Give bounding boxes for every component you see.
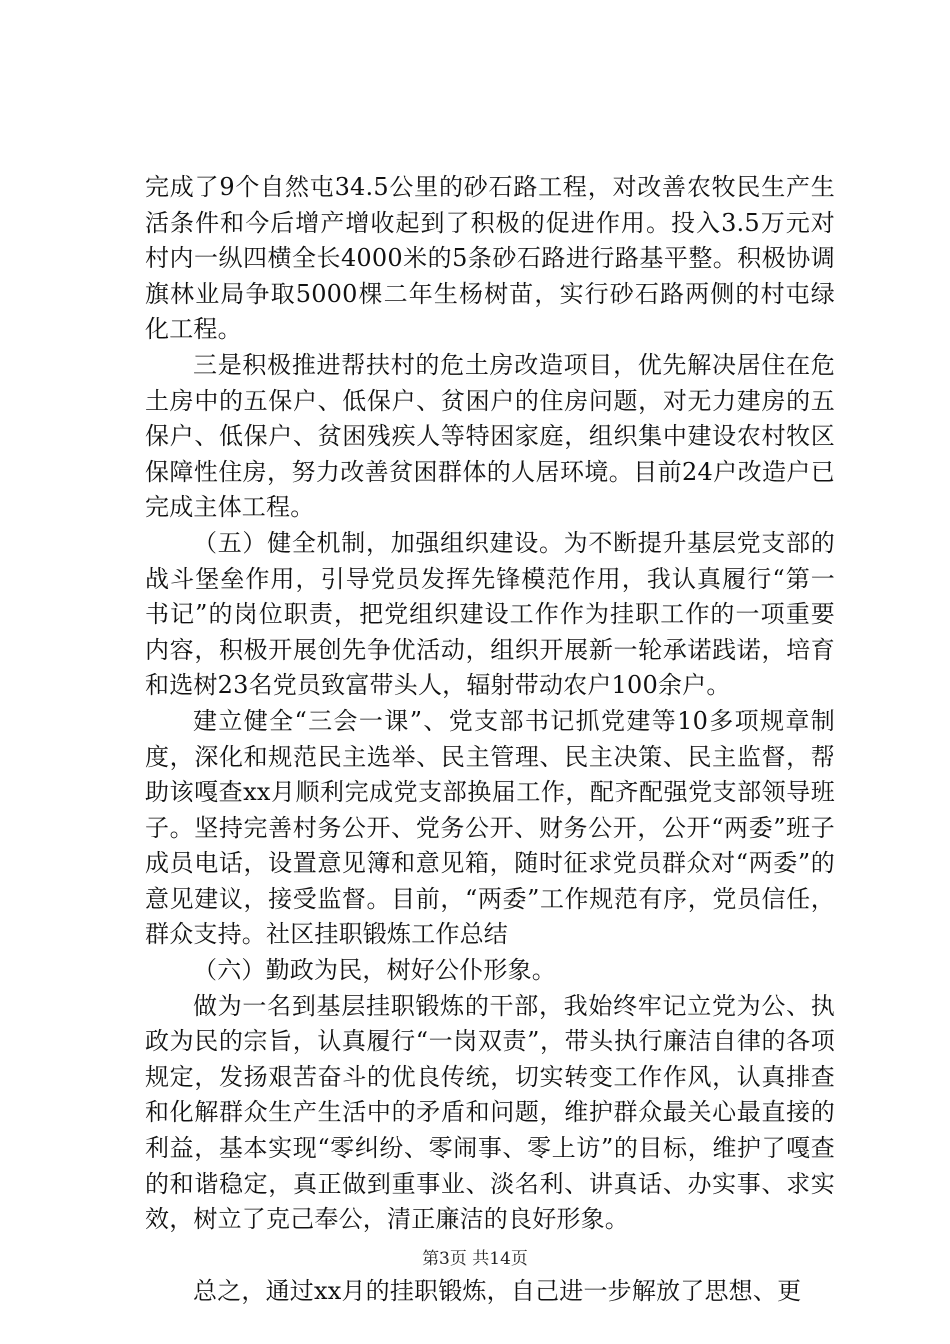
paragraph-rules-system: 建立健全“三会一课”、党支部书记抓党建等10多项规章制度，深化和规范民主选举、民主管理、民主决策、民主监督，帮助该嘎查xx月顺利完成党支部换届工作，配齐配强党支部领导班子。坚持完善村务公开、党务公开、财务公开，公开“两委”班子成员电话，设置意见簿和意见箱，随时征求党员群众对“两委”的意见建议，接受监督。目前，“两委”工作规范有序，党员信任，群众支持。社区挂职锻炼工作总结 [145, 706, 835, 949]
paragraph-conclusion: 总之，通过xx月的挂职锻炼，自己进一步解放了思想、更 [193, 1276, 802, 1305]
document-body [145, 170, 835, 1309]
paragraph-road-project: 完成了9个自然屯34.5公里的砂石路工程，对改善农牧民生产生活条件和今后增产增收起到了积极的促进作用。投入3.5万元对村内一纵四横全长4000米的5条砂石路进行路基平整。积极协调旗林业局争取5000棵二年生杨树苗，实行砂石路两侧的村屯绿化工程。 [145, 173, 835, 344]
paragraph-section-six-heading: （六）勤政为民，树好公仆形象。 [193, 956, 556, 985]
page-footer [0, 1244, 950, 1269]
paragraph-housing-renovation: 三是积极推进帮扶村的危土房改造项目，优先解决居住在危土房中的五保户、低保户、贫困户的住房问题，对无力建房的五保户、低保户、贫困残疾人等特困家庭，组织集中建设农村牧区保障性住房，努力改善贫困群体的人居环境。目前24户改造户已完成主体工程。 [145, 350, 835, 522]
paragraph-organization-building: （五）健全机制，加强组织建设。为不断提升基层党支部的战斗堡垒作用，引导党员发挥先锋模范作用，我认真履行“第一书记”的岗位职责，把党组织建设工作作为挂职工作的一项重要内容，积极开展创先争优活动，组织开展新一轮承诺践诺，培育和选树23名党员致富带头人，辐射带动农户100余户。 [145, 528, 835, 700]
page-number: 第3页 共14页 [422, 1249, 528, 1269]
paragraph-diligent-governance: 做为一名到基层挂职锻炼的干部，我始终牢记立党为公、执政为民的宗旨，认真履行“一岗双责”，带头执行廉洁自律的各项规定，发扬艰苦奋斗的优良传统，切实转变工作作风，认真排查和化解群众生产生活中的矛盾和问题，维护群众最关心最直接的利益，基本实现“零纠纷、零闹事、零上访”的目标，维护了嘎查的和谐稳定，真正做到重事业、淡名利、讲真话、办实事、求实效，树立了克己奉公，清正廉洁的良好形象。 [145, 991, 835, 1234]
